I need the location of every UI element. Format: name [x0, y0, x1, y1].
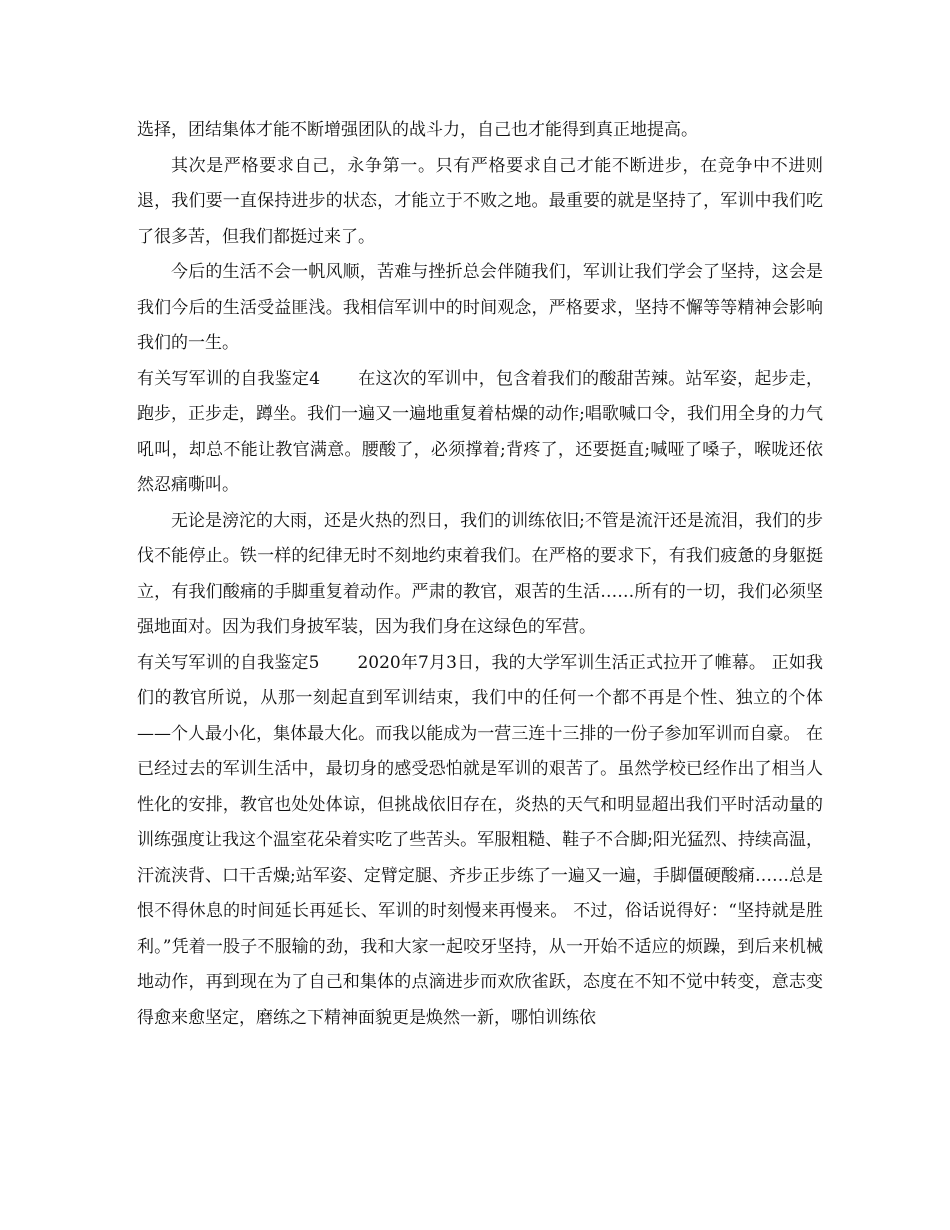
- section-text-5: 2020年7月3日，我的大学军训生活正式拉开了帷幕。 正如我们的教官所说，从那一刻起直到军训结束，我们中的任何一个都不再是个性、独立的个体——个人最小化，集体最大化。而我以能成为一营三连十三排的一份子参加军训而自豪。 在已经过去的军训生活中，最切身的感受恐怕就是军训的艰苦了。虽然学校已经作出了相当人性化的安排，教官也处处体谅，但挑战依旧存在，炎热的天气和明显超出我们平时活动量的训练强度让我这个温室花朵着实吃了些苦头。军服粗糙、鞋子不合脚;阳光猛烈、持续高温，汗流浃背、口干舌燥;站军姿、定臂定腿、齐步正步练了一遍又一遍，手脚僵硬酸痛……总是恨不得休息的时间延长再延长、军训的时刻慢来再慢来。 不过，俗话说得好：“坚持就是胜利。”凭着一股子不服输的劲，我和大家一起咬牙坚持，从一开始不适应的烦躁，到后来机械地动作，再到现在为了自己和集体的点滴进步而欢欣雀跃，态度在不知不觉中转变，意志变得愈来愈坚定，磨练之下精神面貌更是焕然一新，哪怕训练依: [137, 652, 823, 1028]
- section-heading-5: 有关写军训的自我鉴定5: [137, 652, 320, 673]
- section-5: [137, 646, 823, 1037]
- paragraph-unity: 选择，团结集体才能不断增强团队的战斗力，自己也才能得到真正地提高。: [137, 120, 698, 140]
- section-4: [137, 362, 823, 504]
- paragraph-future-life: 今后的生活不会一帆风顺，苦难与挫折总会伴随我们，军训让我们学会了坚持，这会是我们今后的生活受益匪浅。我相信军训中的时间观念，严格要求，坚持不懈等等精神会影响我们的一生。: [137, 262, 823, 353]
- section-heading-4: 有关写军训的自我鉴定4: [137, 368, 321, 389]
- paragraph-strict-requirements: 其次是严格要求自己，永争第一。只有严格要求自己才能不断进步，在竞争中不进则退，我们要一直保持进步的状态，才能立于不败之地。最重要的就是坚持了，军训中我们吃了很多苦，但我们都挺过来了。: [137, 155, 823, 247]
- section-text-4: 在这次的军训中，包含着我们的酸甜苦辣。站军姿，起步走，跑步，正步走，蹲坐。我们一遍又一遍地重复着枯燥的动作;唱歌喊口令，我们用全身的力气吼叫，却总不能让教官满意。腰酸了，必须撑着;背疼了，还要挺直;喊哑了嗓子，喉咙还依然忍痛嘶叫。: [137, 368, 823, 495]
- document-body: [137, 113, 823, 1036]
- paragraph-training-weather: 无论是滂沱的大雨，还是火热的烈日，我们的训练依旧;不管是流汗还是流泪，我们的步伐不能停止。铁一样的纪律无时不刻地约束着我们。在严格的要求下，有我们疲惫的身躯挺立，有我们酸痛的手脚重复着动作。严肃的教官，艰苦的生活……所有的一切，我们必须坚强地面对。因为我们身披军装，因为我们身在这绿色的军营。: [137, 510, 823, 637]
